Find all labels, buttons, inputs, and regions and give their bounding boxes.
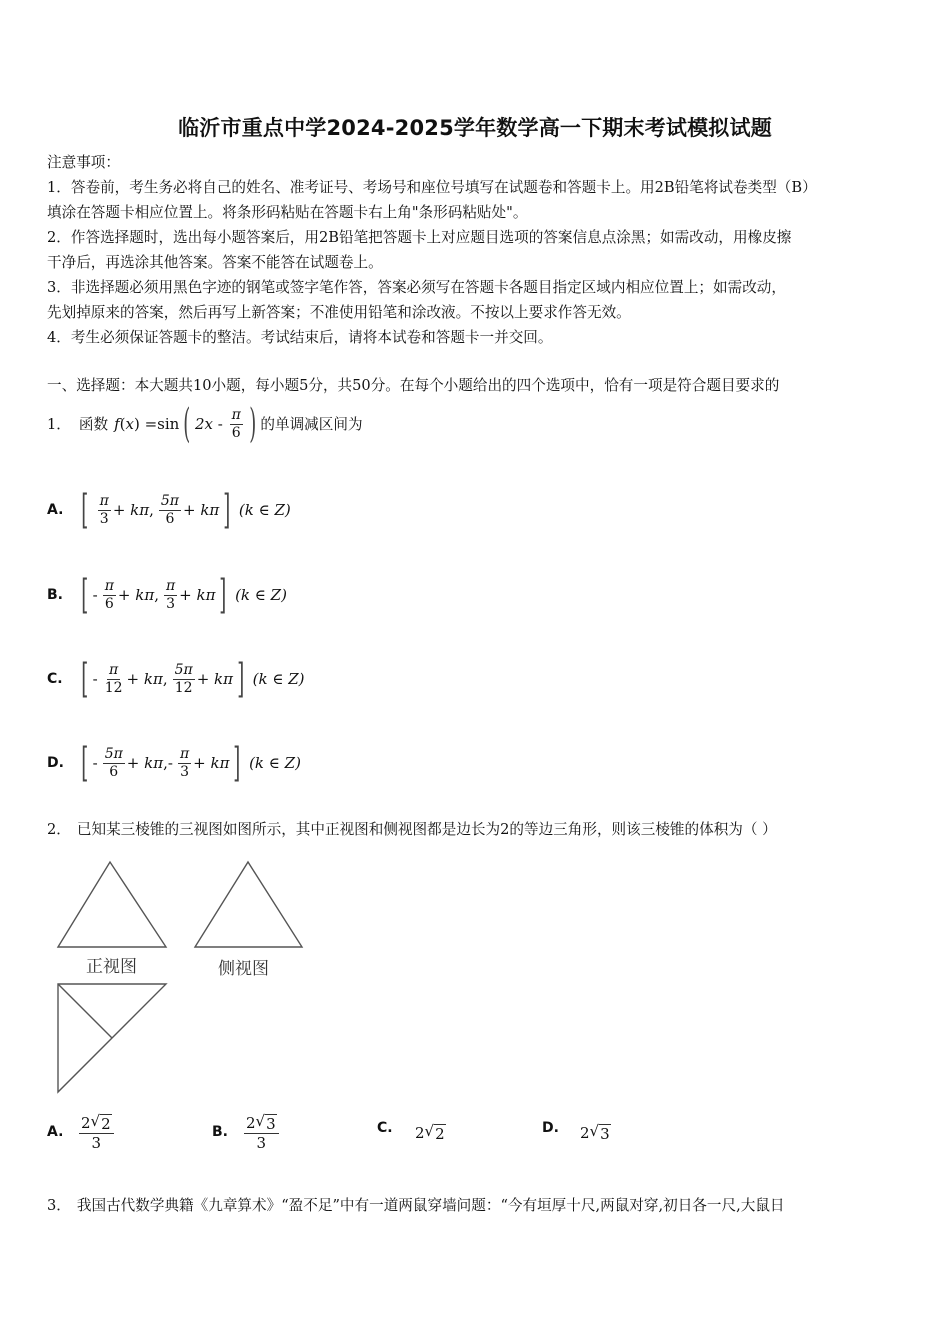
sign: - [92,754,98,772]
note-line: 2．作答选择题时，选出每小题答案后，用2B铅笔把答题卡上对应题目选项的答案信息点涂黑；如需改动，用橡皮擦 [47,229,792,246]
condition: (k ∈ Z) [238,501,291,519]
notes-block [47,150,907,350]
radicand: 2 [435,1125,445,1143]
numerator: π [104,577,114,594]
sign: - [92,670,98,688]
question-number: 1． [47,415,71,433]
denominator: 3 [91,1134,102,1152]
option-label: B. [212,1124,228,1140]
option-label: A. [47,1124,64,1140]
numerator: π [109,661,119,678]
side-view-label: 侧视图 [218,959,269,979]
numerator: π [179,745,190,762]
option-label: A. [47,502,64,518]
option-label: D. [542,1119,559,1136]
note-line: 1．答卷前，考生务必将自己的姓名、准考证号、考场号和座位号填写在试题卷和答题卡上。用2B铅笔将试卷类型（B） [47,179,817,196]
question-suffix: 的单调减区间为 [260,415,363,433]
radical-expression: 2 √ 2 [81,1112,111,1133]
question-prefix: 函数 [78,415,109,433]
answer-option[interactable] [47,656,305,702]
question-number: 2． [47,821,71,838]
interval-expression: [ - $\frac{5\pi}{6}$ + kπ , - $\frac{\pi}{3}$ + kπ ] (k ∈ Z) [81,740,301,786]
question-text: 已知某三棱锥的三视图如图所示，其中正视图和侧视图都是边长为2的等边三角形，则该三棱锥的体积为（ ） [76,821,777,838]
term: + kπ [112,501,150,519]
term: + kπ [193,754,230,772]
question-number: 3． [47,1197,71,1214]
answer-option[interactable] [47,740,301,786]
denominator: 3 [99,510,109,527]
term: + kπ [117,586,155,604]
answer-option[interactable] [377,1112,446,1143]
radicand: 2 [101,1115,111,1133]
sign: - [167,754,173,772]
radical-expression: 2 √ 3 [580,1122,610,1143]
numerator: π [165,577,176,594]
radical-expression: 2 √ 3 [246,1112,276,1133]
term: + kπ [179,586,216,604]
option-label: D. [47,755,64,771]
radicand: 3 [266,1115,276,1133]
interval-expression: [ - $\frac{\pi}{6}$ + kπ , $\frac{\pi}{3}$ + kπ ] (k ∈ Z) [81,572,287,618]
radical-expression: 2 √ 2 [415,1122,445,1143]
denominator: 12 [104,679,123,696]
answer-option[interactable] [212,1112,281,1152]
coefficient: 2 [246,1113,256,1132]
note-line: 干净后，再选涂其他答案。答案不能答在试题卷上。 [47,254,383,271]
function-formula: f ( x ) =sin ( 2x - $\frac{\pi}{6}$ ) [114,401,257,447]
numerator: 5π [160,492,179,509]
coefficient: 2 [415,1123,425,1142]
notes-heading: 注意事项： [47,154,120,171]
denominator: 12 [174,679,193,696]
three-view-figure [50,852,310,1101]
denominator: 6 [104,595,114,612]
answer-option[interactable] [47,487,291,533]
denominator: 3 [166,595,176,612]
note-line: 填涂在答题卡相应位置上。将条形码粘贴在答题卡右上角"条形码粘贴处"。 [47,204,528,221]
numerator: 5π [174,661,193,678]
term: + kπ [196,670,233,688]
section-heading: 一、选择题：本大题共10小题，每小题5分，共50分。在每个小题给出的四个选项中，恰有一项是符合题目要求的 [47,377,780,394]
answer-option[interactable] [542,1112,611,1143]
term: + kπ [126,754,164,772]
front-view-label: 正视图 [86,957,137,977]
note-line: 3．非选择题必须用黑色字迹的钢笔或签字笔作答，答案必须写在答题卡各题目指定区域内相应位置上；如需改动， [47,279,786,296]
option-label: C. [47,671,63,687]
top-view-inner-line [58,984,112,1038]
interval-expression: [ $\frac{\pi}{3}$ + kπ , $\frac{5\pi}{6}$ + kπ ] (k ∈ Z) [81,487,291,533]
question-2 [47,817,777,842]
option-label: C. [377,1119,393,1136]
answer-option[interactable] [47,1112,116,1152]
interval-expression: [ - $\frac{\pi}{12}$ + kπ , $\frac{5\pi}{12}$ + kπ ] (k ∈ Z) [81,656,305,702]
question-text: 我国古代数学典籍《九章算术》“盈不足”中有一道两鼠穿墙问题：“今有垣厚十尺,两鼠对穿,初日各一尺,大鼠日 [76,1197,785,1214]
front-view-triangle [58,862,166,947]
denominator: 6 [165,510,175,527]
page-title: 临沂市重点中学2024-2025学年数学高一下期末考试模拟试题 [178,116,772,140]
numerator: π [99,492,109,509]
condition: (k ∈ Z) [235,586,287,604]
condition: (k ∈ Z) [249,754,301,772]
side-view-triangle [195,862,302,947]
condition: (k ∈ Z) [252,670,305,688]
denominator: 3 [180,763,190,780]
note-line: 4．考生必须保证答题卡的整洁。考试结束后，请将本试卷和答题卡一并交回。 [47,329,553,346]
term: + kπ [126,670,163,688]
coefficient: 2 [81,1113,91,1132]
option-label: B. [47,587,63,603]
denominator: 3 [256,1134,267,1152]
note-line: 先划掉原来的答案，然后再写上新答案；不准使用铅笔和涂改液。不按以上要求作答无效。 [47,304,631,321]
sign: - [92,586,98,604]
answer-option[interactable] [47,572,287,618]
coefficient: 2 [580,1123,590,1142]
radicand: 3 [600,1125,610,1143]
question-1 [47,401,363,447]
term: + kπ [183,501,220,519]
question-3 [47,1193,785,1218]
denominator: 6 [109,763,119,780]
numerator: 5π [104,745,123,762]
